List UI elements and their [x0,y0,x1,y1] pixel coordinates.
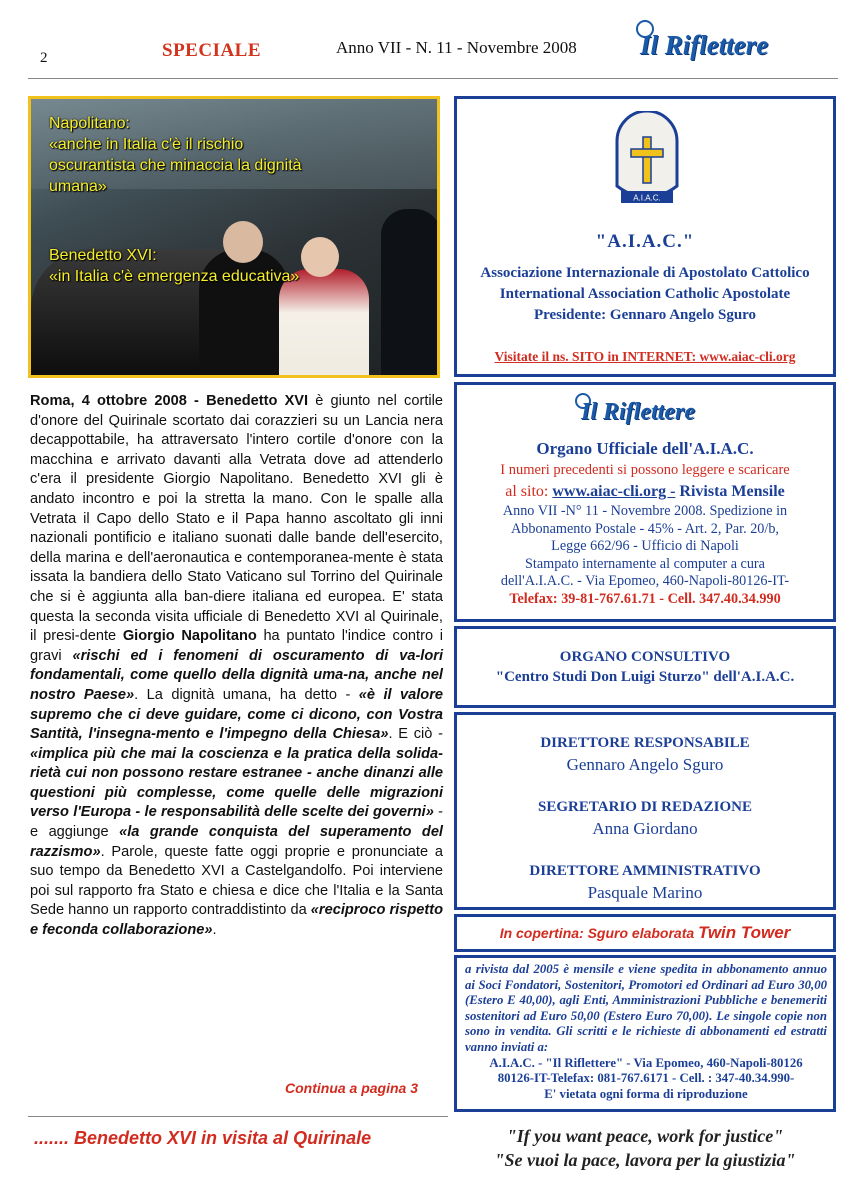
consultivo-heading: ORGANO CONSULTIVO [559,649,731,665]
motto-english: "If you want peace, work for justice" [506,1126,784,1146]
footer-rule [28,1116,448,1117]
aiac-description: Associazione Internazionale di Apostolato Cattolico International Association Catholic Apostolate Presidente: Gennaro Angelo Sguro [480,265,810,323]
motto-italian: "Se vuoi la pace, lavora per la giustizia" [494,1150,796,1170]
role-direttore: DIRETTORE RESPONSABILE [540,735,750,751]
publication-details: Anno VII -N° 11 - Novembre 2008. Spedizione in Abbonamento Postale - 45% - Art. 2, Par. 20/b, Legge 662/96 - Ufficio di Napoli Stampato internamente al computer a cura dell'A.I.A.C. - Via Epomeo, 460-Napoli-80126-IT- Telefax: 39-81-767.61.71 - Cell. 347.40.34.990 [457,503,833,609]
section-label: SPECIALE [162,40,262,61]
news-photo [28,96,440,378]
role-amministrativo: DIRETTORE AMMINISTRATIVO [529,863,761,879]
role-segretario: SEGRETARIO DI REDAZIONE [538,799,752,815]
page-number: 2 [40,50,48,66]
riflettere-logo: Il Riflettere [575,391,745,429]
consultivo-box [454,626,836,708]
copertina-caption: In copertina: Sguro elaborata Twin Tower [499,923,791,942]
masthead-logo [632,20,832,64]
subscription-text: a rivista dal 2005 è mensile e viene spedita in abbonamento annuo ai Soci Fondatori, Sostenitori, Promotori ed Ordinari ad Euro 30,00 (Estero E 40,00), agli Enti, Amministrazioni Pubbliche e benemeriti sostenitori ad Euro 50,00 (Estero Euro 70,00). Le singole copie non sono in vendita. Gli scritti e le richieste di abbonamenti ed estratti vanno inviati a: A.I.A.C. - "Il Riflettere" - Via Epomeo, 460-Napoli-80126 80126-IT-Telefax: 081-767.6171 - Cell. : 347-40.34.990- E' vietata ogni forma di riproduzione [465,962,827,1101]
continue-link[interactable]: Continua a pagina 3 [285,1080,419,1096]
consultivo-line: "Centro Studi Don Luigi Sturzo" dell'A.I.A.C. [495,669,795,685]
photo-caption-napolitano: Napolitano: «anche in Italia c'è il rischio oscurantista che minaccia la dignità umana» [49,115,302,195]
riflettere-box [454,382,836,622]
copertina-box [454,914,836,952]
staff-box [454,712,836,910]
website-line: al sito: www.aiac-cli.org - Rivista Mensile [505,483,785,500]
issue-line: Anno VII - N. 11 - Novembre 2008 [336,38,577,57]
website-link[interactable]: Visitate il ns. SITO in INTERNET: www.aiac-cli.org [494,349,796,364]
website-url-link[interactable]: www.aiac-cli.org - [552,483,676,500]
aiac-logo-icon [607,111,687,211]
telefax-line: Telefax: 39-81-767.61.71 - Cell. 347.40.34.990 [509,590,781,607]
article-body: Roma, 4 ottobre 2008 - Benedetto XVI è giunto nel cortile d'onore del Quirinale scortato dai corazzieri su un Lancia nera decappottabile, ha attraversato l'intero cortile d'onore con la macchina e arrivato davanti alla Vetrata dove ad attenderlo c'era il presidente Giorgio Napolitano. Benedetto XVI gli è andato incontro e poi la stretta la mano. Con le spalle alla Vetrata il Capo dello Stato e il Papa hanno ascoltato gli inni nazionali pontificio e italiano suonati dalle bande dell'esercito, della marina e dell'aeronautica e contemporanea-mente è stata issata la bandiera dello Stato Vaticano sul Torrino del Quirinale che si è aggiunta alla ban-diere italiana ed europea. E' stata questa la seconda visita ufficiale di Benedetto XVI al Quirinale, il presi-dente Giorgio Napolitano ha puntato l'indice contro i gravi «rischi ed i fenomeni di oscuramento di va-lori fondamentali, come quello della dignità uma-na, anche nel nostro Paese». La dignità umana, ha detto - «è il valore supremo che ci deve guidare, come ci dicono, con Vostra Santità, l'insegna-mento e l'impegno della Chiesa». E ciò - «implica più che mai la coscienza e la pratica della solida-rietà cui non possono restare estranee - anche dinanzi alle questioni più complesse, come quelle delle migrazioni verso l'Europa - le responsabilità delle scelte dei governi» - e aggiunge «la grande conquista del superamento del razzismo». Parole, queste fatte oggi proprie e pronunciate a suo tempo da Benedetto XVI a Castelgandolfo. Poi interviene poi sul rapporto fra Stato e chiesa e dice che l'Italia e la Santa Sede hanno un rapporto contraddistinto da «reciproco rispetto e feconda collaborazione». [30,393,444,939]
header-rule [28,78,838,79]
subscription-box [454,955,836,1112]
aiac-title: "A.I.A.C." [595,231,695,252]
svg-text:A.I.A.C.: A.I.A.C. [633,193,661,203]
name-direttore: Gennaro Angelo Sguro [566,755,724,774]
name-amministrativo: Pasquale Marino [587,883,703,902]
footer-headline: ....... Benedetto XVI in visita al Quirinale [34,1128,372,1148]
masthead-title: Il Riflettere [640,30,769,60]
aiac-box [454,96,836,377]
figure-guard [381,209,440,378]
photo-caption-benedetto: Benedetto XVI: «in Italia c'è emergenza educativa» [49,247,300,285]
back-issues-note: I numeri precedenti si possono leggere e scaricare [500,462,790,478]
name-segretario: Anna Giordano [592,819,698,838]
organo-title: Organo Ufficiale dell'A.I.A.C. [536,439,754,458]
